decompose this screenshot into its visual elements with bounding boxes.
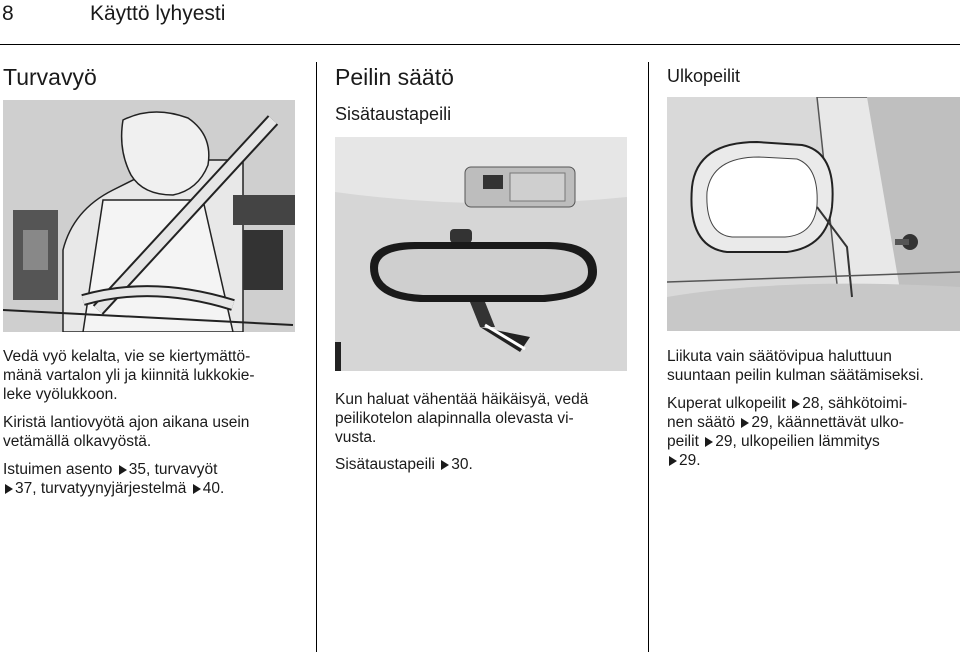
seatbelt-paragraph-2: Kiristä lantiovyötä ajon aikana usein vetämällä olkavyöstä. bbox=[3, 414, 250, 450]
subsection-title-interior-mirror: Sisätaustapeili bbox=[335, 104, 452, 124]
seatbelt-illustration bbox=[3, 100, 295, 332]
seatbelt-paragraph-3 bbox=[3, 460, 308, 498]
ref-link-29a[interactable]: 29, käännettävät ulko- bbox=[751, 414, 904, 431]
ref-link-37[interactable]: 37, turvatyynyjärjestelmä bbox=[15, 480, 187, 497]
header-rule bbox=[0, 44, 960, 45]
subsection-title-exterior-mirrors: Ulkopeilit bbox=[667, 66, 741, 86]
ref-arrow-icon bbox=[741, 418, 749, 428]
exterior-mirror-illustration bbox=[667, 97, 960, 331]
ref-link-35[interactable]: 35, turvavyöt bbox=[128, 461, 218, 478]
ref-arrow-icon bbox=[119, 465, 127, 475]
ref-link-28[interactable]: 28, sähkötoimi- bbox=[802, 395, 908, 412]
ref-arrow-icon bbox=[792, 399, 800, 409]
chapter-title: Käyttö lyhyesti bbox=[90, 2, 226, 25]
ref-link-29c[interactable]: 29. bbox=[679, 452, 701, 469]
interior-mirror-paragraph: Kun haluat vähentää häikäisyä, vedä peilikotelon alapinnalla olevasta vi- vusta. bbox=[335, 391, 589, 446]
ref-text-convex-mirrors: Kuperat ulkopeilit bbox=[667, 395, 786, 412]
ref-link-40[interactable]: 40. bbox=[202, 480, 225, 497]
exterior-mirror-paragraph: Liikuta vain säätövipua haluttuun suuntaan peilin kulman säätämiseksi. bbox=[667, 348, 924, 384]
ref-arrow-icon bbox=[5, 484, 13, 494]
ref-text-seat-position: Istuimen asento bbox=[3, 461, 113, 478]
interior-mirror-reference bbox=[335, 455, 640, 474]
ref-arrow-icon bbox=[669, 456, 677, 466]
ref-text-electric-adjustment: nen säätö bbox=[667, 414, 736, 431]
column-divider-2 bbox=[648, 62, 649, 652]
ref-text-interior-mirror: Sisätaustapeili bbox=[335, 456, 435, 473]
page-number: 8 bbox=[2, 2, 14, 25]
ref-arrow-icon bbox=[441, 460, 449, 470]
ref-link-29b[interactable]: 29, ulkopeilien lämmitys bbox=[715, 433, 880, 450]
ref-arrow-icon bbox=[193, 484, 201, 494]
section-title-mirror-adjustment: Peilin säätö bbox=[335, 64, 454, 90]
column-seatbelt bbox=[3, 60, 303, 92]
column-divider-1 bbox=[316, 62, 317, 652]
section-title-seatbelt: Turvavyö bbox=[3, 64, 97, 90]
column-exterior-mirrors bbox=[667, 60, 960, 88]
seatbelt-paragraph-1: Vedä vyö kelalta, vie se kiertymättö- mänä vartalon yli ja kiinnitä lukkokie- leke vyölukkoon. bbox=[3, 348, 255, 403]
exterior-mirror-references bbox=[667, 394, 960, 470]
ref-link-30[interactable]: 30. bbox=[451, 456, 473, 473]
interior-mirror-illustration bbox=[335, 137, 627, 371]
ref-text-folding-mirrors: peilit bbox=[667, 433, 699, 450]
column-mirror-adjustment bbox=[335, 60, 635, 126]
ref-arrow-icon bbox=[705, 437, 713, 447]
